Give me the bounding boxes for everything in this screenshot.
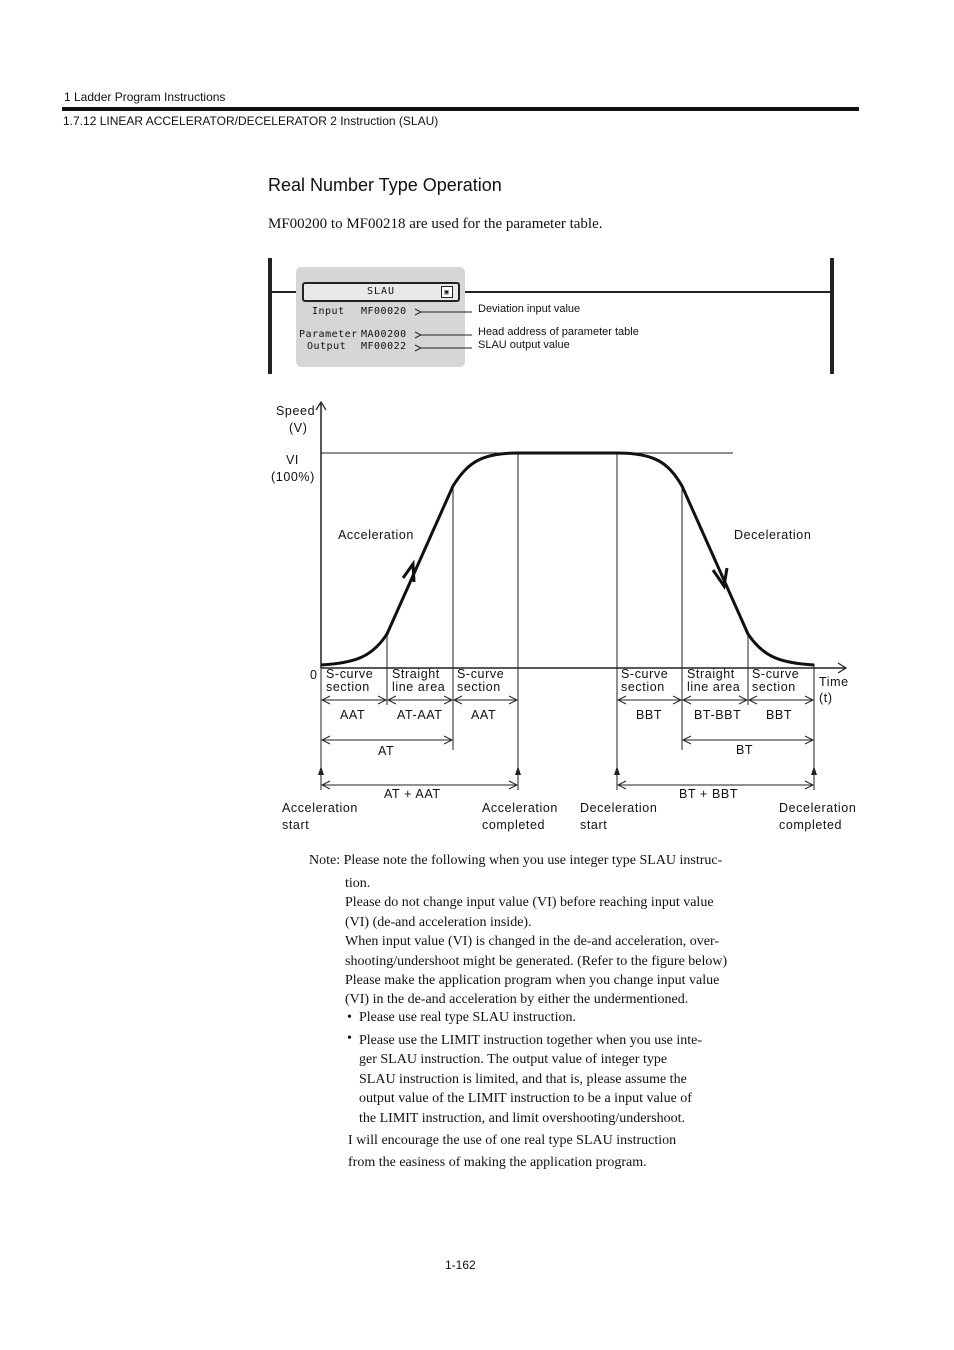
span-label: AAT xyxy=(471,708,497,722)
acceleration-arrow xyxy=(403,564,414,582)
speed-profile-curve xyxy=(321,453,814,665)
bt-label: BT xyxy=(736,743,754,757)
bullet-dot: • xyxy=(347,1031,352,1046)
span-label: BBT xyxy=(766,708,793,722)
section-label: S-curve section xyxy=(621,667,669,694)
at-label: AT xyxy=(378,744,395,758)
section-label: S-curve section xyxy=(752,667,800,694)
x-axis-label: Time xyxy=(819,675,849,689)
section-label: Straight line area xyxy=(687,667,741,694)
section-header: 1.7.12 LINEAR ACCELERATOR/DECELERATOR 2 Instruction (SLAU) xyxy=(63,114,439,128)
event-label: Deceleration completed xyxy=(779,801,857,832)
bullet-dot: • xyxy=(347,1010,352,1025)
span-label: AAT xyxy=(340,708,366,722)
event-label: Acceleration completed xyxy=(482,801,558,832)
accel-completed-marker xyxy=(515,766,521,775)
x-axis-unit: (t) xyxy=(819,691,833,705)
output-label: Output xyxy=(307,341,347,352)
intro-text: MF00200 to MF00218 are used for the parameter table. xyxy=(268,216,603,232)
input-annotation: Deviation input value xyxy=(478,303,581,315)
section-label: S-curve section xyxy=(326,667,374,694)
note-closing: I will encourage the use of one real type SLAU instruction from the easiness of making the application program. xyxy=(348,1133,677,1170)
decel-completed-marker xyxy=(811,766,817,775)
span-label: AT-AAT xyxy=(397,708,443,722)
vi-percent-label: (100%) xyxy=(271,470,315,484)
acceleration-label: Acceleration xyxy=(338,528,414,542)
y-axis-label: Speed xyxy=(276,404,316,418)
span-label: BBT xyxy=(636,708,663,722)
at-plus-aat-label: AT + AAT xyxy=(384,787,441,801)
span-label: BT-BBT xyxy=(694,708,742,722)
input-label: Input xyxy=(312,306,345,317)
parameter-label: Parameter xyxy=(299,329,358,340)
note-body: tion. Please do not change input value (VI) before reaching input value (VI) (de-and acceleration inside). When input value (VI) is changed in the de-and acceleration, over- shooting/undershoot might be generated. (Refer to the figure below) Please make the application program when you change input value (VI) in the de-and acceleration by either the undermentioned. xyxy=(345,876,728,1008)
note-lead: Note: Please note the following when you use integer type SLAU instruc- xyxy=(309,853,723,868)
page-number: 1-162 xyxy=(445,1258,476,1272)
instruction-title: SLAU ▣ xyxy=(302,282,460,302)
section-label: S-curve section xyxy=(457,667,505,694)
event-label: Deceleration start xyxy=(580,801,658,832)
decel-start-marker xyxy=(614,766,620,775)
event-label: Acceleration start xyxy=(282,801,358,832)
chapter-header: 1 Ladder Program Instructions xyxy=(64,90,226,104)
instruction-icon: ▣ xyxy=(441,286,453,298)
origin-label: 0 xyxy=(310,668,318,682)
y-axis-unit: (V) xyxy=(289,421,308,435)
section-label: Straight line area xyxy=(392,667,446,694)
parameter-annotation: Head address of parameter table xyxy=(478,326,639,338)
output-value: MF00022 xyxy=(361,341,407,352)
accel-start-marker xyxy=(318,766,324,775)
input-value: MF00020 xyxy=(361,306,407,317)
bt-plus-bbt-label: BT + BBT xyxy=(679,787,739,801)
vi-label: VI xyxy=(286,453,300,467)
output-annotation: SLAU output value xyxy=(478,339,570,351)
parameter-value: MA00200 xyxy=(361,329,407,340)
deceleration-label: Deceleration xyxy=(734,528,812,542)
bullet-1: Please use real type SLAU instruction. xyxy=(359,1010,576,1025)
page-title: Real Number Type Operation xyxy=(268,175,502,195)
bullet-2: Please use the LIMIT instruction together when you use inte- ger SLAU instruction. The output value of integer type SLAU instruction is limited, and that is, please assume the output value of the LIMIT instruction to be a input value of the LIMIT instruction, and limit overshooting/undershoot. xyxy=(359,1033,703,1126)
